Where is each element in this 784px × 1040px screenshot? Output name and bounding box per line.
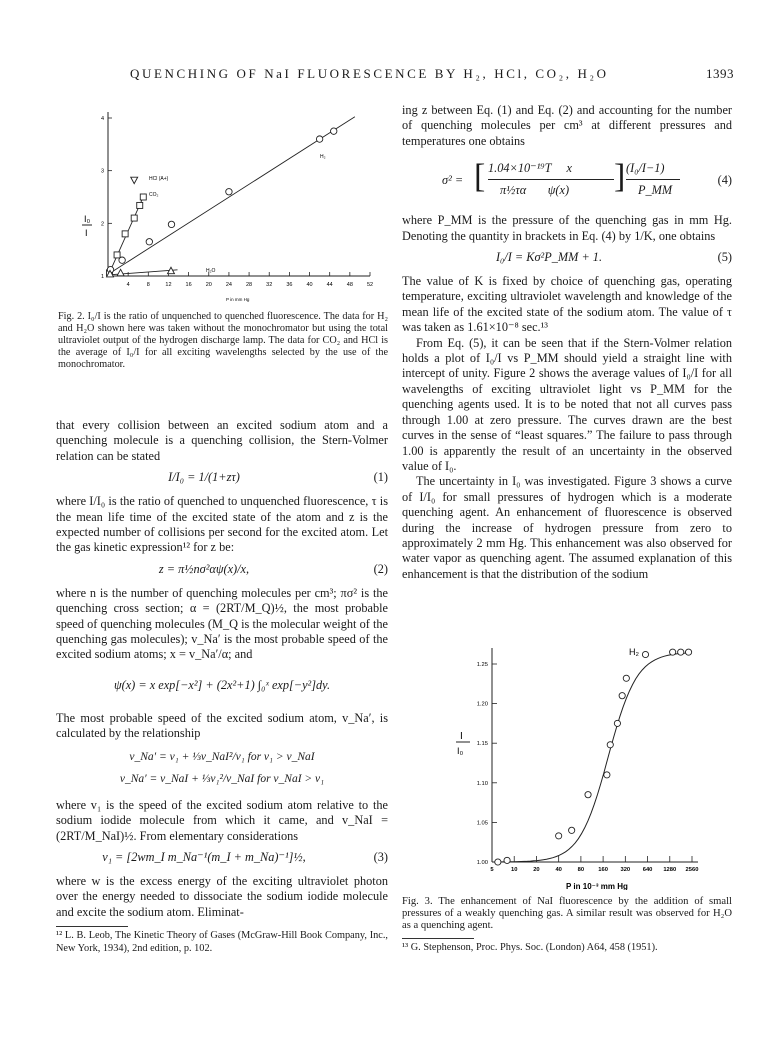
fig2-point-circle xyxy=(119,257,125,263)
equation-v1 xyxy=(56,750,388,768)
fig3-y-tick-label: 1.15 xyxy=(476,741,488,748)
fig2-x-tick-label: 52 xyxy=(366,282,374,288)
fig3-x-tick-label: 10 xyxy=(510,867,518,873)
fig3-point xyxy=(619,693,625,699)
fig3-x-tick-label: 160 xyxy=(598,867,608,873)
eq4-right-bottom: P_MM xyxy=(638,183,673,198)
fig2-x-tick-label: 12 xyxy=(165,282,172,288)
fig3-point xyxy=(569,827,575,833)
right-para-2: where P_MM is the pressure of the quenching gas in mm Hg. Denoting the quantity in brackets in Eq. (4) by 1/K, one obtains xyxy=(402,213,732,243)
running-title: QUENCHING OF NaI FLUORESCENCE BY H₂, HCl, CO₂, H₂O xyxy=(130,66,609,81)
eq1-expr: I/I₀ = 1/(1+zτ) xyxy=(168,470,240,485)
fig2-label-hcl: HCl (A+) xyxy=(149,176,169,182)
fig2-x-tick-label: 8 xyxy=(146,282,150,288)
fig3-x-tick-label: 5 xyxy=(490,867,494,873)
equation-4: σ² = [ 1.04×10⁻¹⁹T x π½τα ψ(x) ] (I₀/I−1) P_MM (4) xyxy=(442,158,732,198)
fig3-point xyxy=(604,772,610,778)
eq4-number: (4) xyxy=(717,173,732,188)
eq4-right-top: (I₀/I−1) xyxy=(626,161,665,176)
fig3-series-label: H₂ xyxy=(629,647,639,657)
fig2-label-h2: H₂ xyxy=(320,154,326,160)
eq-v2-expr: v_Na′ = v_NaI + ⅓v₁²/v_NaI for v_NaI > v₁ xyxy=(119,772,325,785)
equation-1 xyxy=(56,470,388,488)
fig3-point xyxy=(623,675,629,681)
fig2-xlabel: P in mm Hg xyxy=(226,297,250,302)
fig2-point-circle xyxy=(168,221,174,227)
footnote-rule xyxy=(56,926,128,927)
eq2-expr: z = π½nσ²αψ(x)/x, xyxy=(158,561,250,576)
eq5-expr: I₀/I = Kσ²P_MM + 1. xyxy=(495,250,603,265)
fig2-x-tick-label: 20 xyxy=(205,282,212,288)
fig2-point-triangle xyxy=(117,269,124,276)
right-footnotes xyxy=(402,938,732,954)
fig3-x-tick-label: 640 xyxy=(642,867,653,873)
fig3-point xyxy=(504,857,510,863)
fig2-label-co2: CO₂ xyxy=(149,192,159,198)
left-para-2: where I/I₀ is the ratio of quenched to unquenched fluorescence, τ is the mean life time of the excited state of the atom and z is the expected number of collisions per second for the excited atom. Let the gas kinetic expression¹² for z be: xyxy=(56,494,388,555)
figure-3-caption: Fig. 3. The enhancement of NaI fluorescence by the addition of small pressures of a weakly quenching gas. A similar result was observed for H₂O as a quenching agent. xyxy=(402,896,732,931)
fig3-x-tick-label: 320 xyxy=(620,867,631,873)
fig2-y-tick-label: 2 xyxy=(100,221,104,228)
equation-5 xyxy=(402,250,732,268)
fig2-ylabel-num: I₀ xyxy=(84,214,91,224)
right-column xyxy=(402,103,732,582)
fig2-point-circle xyxy=(146,239,152,245)
fig2-x-tick-label: 24 xyxy=(225,282,232,288)
equation-v2 xyxy=(56,772,388,790)
fig2-label-h2o: H₂O xyxy=(206,268,216,274)
equation-3 xyxy=(56,850,388,868)
fig3-point xyxy=(670,649,676,655)
fig3-x-tick-label: 80 xyxy=(577,867,585,873)
fig3-point xyxy=(642,651,648,657)
eq5-number: (5) xyxy=(717,250,732,265)
fig3-x-tick-label: 40 xyxy=(555,867,562,873)
left-para-3: where n is the number of quenching molecules per cm³; πσ² is the quenching cross section; α = (2RT/M_Q)½, the most probable speed of quenching molecules (M_Q is the molecular weight of the quenching gas molecules); v_Na′ is the most probable speed of the excited sodium atoms; x = v_Na′/α; and xyxy=(56,585,388,662)
fig2-x-tick-label: 36 xyxy=(286,282,293,288)
eq-v1-expr: v_Na′ = v₁ + ⅓v_NaI²/v₁ for v₁ > v_NaI xyxy=(129,750,315,763)
fig2-x-tick-label: 48 xyxy=(346,282,353,288)
fig2-y-tick-label: 3 xyxy=(100,168,104,175)
fig3-y-tick-label: 1.25 xyxy=(476,662,488,668)
right-para-5: The uncertainty in I₀ was investigated. Figure 3 shows a curve of I/I₀ for small pressures of hydrogen which is a moderate quenching agent. An enhancement of fluorescence is observed during the increase of hydrogen pressure from zero to approximately 2 mm Hg. This enhancement was also observed for water vapor as quenching agent. The assumed explanation of this enhancement is that the distribution of the sodium xyxy=(402,474,732,581)
footnote-12: ¹² L. B. Leob, The Kinetic Theory of Gases (McGraw-Hill Book Company, Inc., New York, 1934), 2nd edition, p. 102. xyxy=(56,930,388,954)
fig3-xlabel: P in 10⁻³ mm Hg xyxy=(566,882,628,890)
fig2-ylabel-den: I xyxy=(85,228,88,238)
fig2-x-tick-label: 44 xyxy=(326,282,333,288)
fig2-point-square xyxy=(122,231,128,237)
right-para-3: The value of K is fixed by choice of quenching gas, operating temperature, exciting ultraviolet wavelength and knowledge of the mean life of the excited state of the sodium atom. The value of τ was taken as 1.61×10⁻⁸ sec.¹³ xyxy=(402,274,732,335)
right-para-4: From Eq. (5), it can be seen that if the Stern-Volmer relation holds a plot of I₀/I vs P_MM should yield a straight line with intercept of unity. Figure 2 shows the average values of I₀/I for all wavelengths of exciting ultraviolet light vs P_MM for the quenching agents used. It is to be noted that not all curves pass through 1.00 at zero pressure. The curves drawn are the best curves in the sense of “least squares.” The failure to pass through 1.00 is apparently the result of an uncertainty in the observed value of I₀. xyxy=(402,335,732,473)
left-para-1: that every collision between an excited sodium atom and a quenching molecule is a quenching collision, the Stern-Volmer relation can be stated xyxy=(56,418,388,463)
fig2-point-square xyxy=(114,252,120,258)
fig2-point-circle xyxy=(226,189,232,195)
left-para-4: The most probable speed of the excited sodium atom, v_Na′, is calculated by the relationship xyxy=(56,710,388,741)
fig2-y-tick-label: 1 xyxy=(100,274,104,280)
fig3-point xyxy=(556,833,562,839)
eq3-number: (3) xyxy=(373,849,388,864)
fig2-x-tick-label: 16 xyxy=(185,282,192,288)
fig3-marks xyxy=(495,649,692,865)
fig2-point-circle xyxy=(316,136,322,142)
figure-3-chart xyxy=(448,640,718,890)
fig2-point-square xyxy=(140,194,146,200)
fig3-y-tick-label: 1.20 xyxy=(476,701,488,708)
right-para-1: ing z between Eq. (1) and Eq. (2) and accounting for the number of quenching molecules per cm³ at different pressures and temperatures one obtains xyxy=(402,103,732,148)
equation-psi xyxy=(56,673,388,699)
fig3-x-tick-label: 2560 xyxy=(685,867,699,873)
fig2-y-tick-label: 4 xyxy=(100,116,104,122)
fig2-marks xyxy=(107,117,355,277)
eq4-frac-bottom: π½τα ψ(x) xyxy=(500,183,570,198)
fig3-point xyxy=(585,792,591,798)
fig3-ylabel-num: I xyxy=(460,731,463,742)
fig2-point-square xyxy=(131,215,137,221)
fig3-point xyxy=(495,859,501,865)
eq2-number: (2) xyxy=(373,561,388,576)
footnote-13: ¹³ G. Stephenson, Proc. Phys. Soc. (London) A64, 458 (1951). xyxy=(402,942,658,953)
fig3-y-tick-label: 1.10 xyxy=(476,780,488,787)
fig2-point-triangle-down xyxy=(131,177,138,184)
eq4-lhs: σ² = xyxy=(442,173,464,188)
fig3-ylabel-den: I₀ xyxy=(457,746,464,756)
eq1-number: (1) xyxy=(373,470,388,485)
eq-psi-expr: ψ(x) = x exp[−x²] + (2x²+1) ∫₀ˣ exp[−y²]dy. xyxy=(113,677,331,692)
fig2-x-tick-label: 32 xyxy=(266,282,273,288)
fig3-axes xyxy=(477,648,699,873)
left-para-6: where w is the excess energy of the exciting ultraviolet photon over the energy needed to dissociate the sodium iodide molecule and excite the sodium atom. Eliminat- xyxy=(56,873,388,919)
fig2-x-tick-label: 4 xyxy=(126,282,130,288)
figure-2-chart xyxy=(78,100,390,310)
left-para-5: where v₁ is the speed of the excited sodium atom relative to the sodium iodide molecule from which it came, and v_NaI = (2RT/M_NaI)½. From elementary considerations xyxy=(56,797,388,843)
fig3-point xyxy=(607,742,613,748)
figure-2-caption: Fig. 2. I₀/I is the ratio of unquenched to quenched fluorescence. The data for H₂ and H₂O shown here was taken without the monochromator but using the total ultraviolet output of the hydrogen discharge lamp. The data for CO₂ and HCl is the average of I₀/I for all exciting wavelengths selected by the use of the monochromator. xyxy=(58,311,388,370)
fig2-point-square xyxy=(137,202,143,208)
equation-2 xyxy=(56,562,388,580)
fig2-x-tick-label: 40 xyxy=(306,282,313,288)
fig3-point xyxy=(685,649,691,655)
eq3-expr: v₁ = [2wm_I m_Na⁻¹(m_I + m_Na)⁻¹]½, xyxy=(102,849,306,864)
fig3-point xyxy=(678,649,684,655)
running-header xyxy=(0,66,784,86)
fig3-curve xyxy=(499,653,690,862)
fig3-x-tick-label: 1280 xyxy=(663,867,677,873)
page-number: 1393 xyxy=(706,66,734,81)
eq4-frac-top: 1.04×10⁻¹⁹T x xyxy=(488,161,573,176)
fig2-point-circle xyxy=(331,128,337,134)
fig3-point xyxy=(614,720,620,726)
fig2-x-tick-label: 28 xyxy=(246,282,253,288)
fig3-x-tick-label: 20 xyxy=(533,867,540,873)
fig3-y-tick-label: 1.05 xyxy=(476,820,488,827)
footnote-rule-right xyxy=(402,938,474,939)
left-column xyxy=(56,418,388,955)
fig3-y-tick-label: 1.00 xyxy=(476,860,488,866)
